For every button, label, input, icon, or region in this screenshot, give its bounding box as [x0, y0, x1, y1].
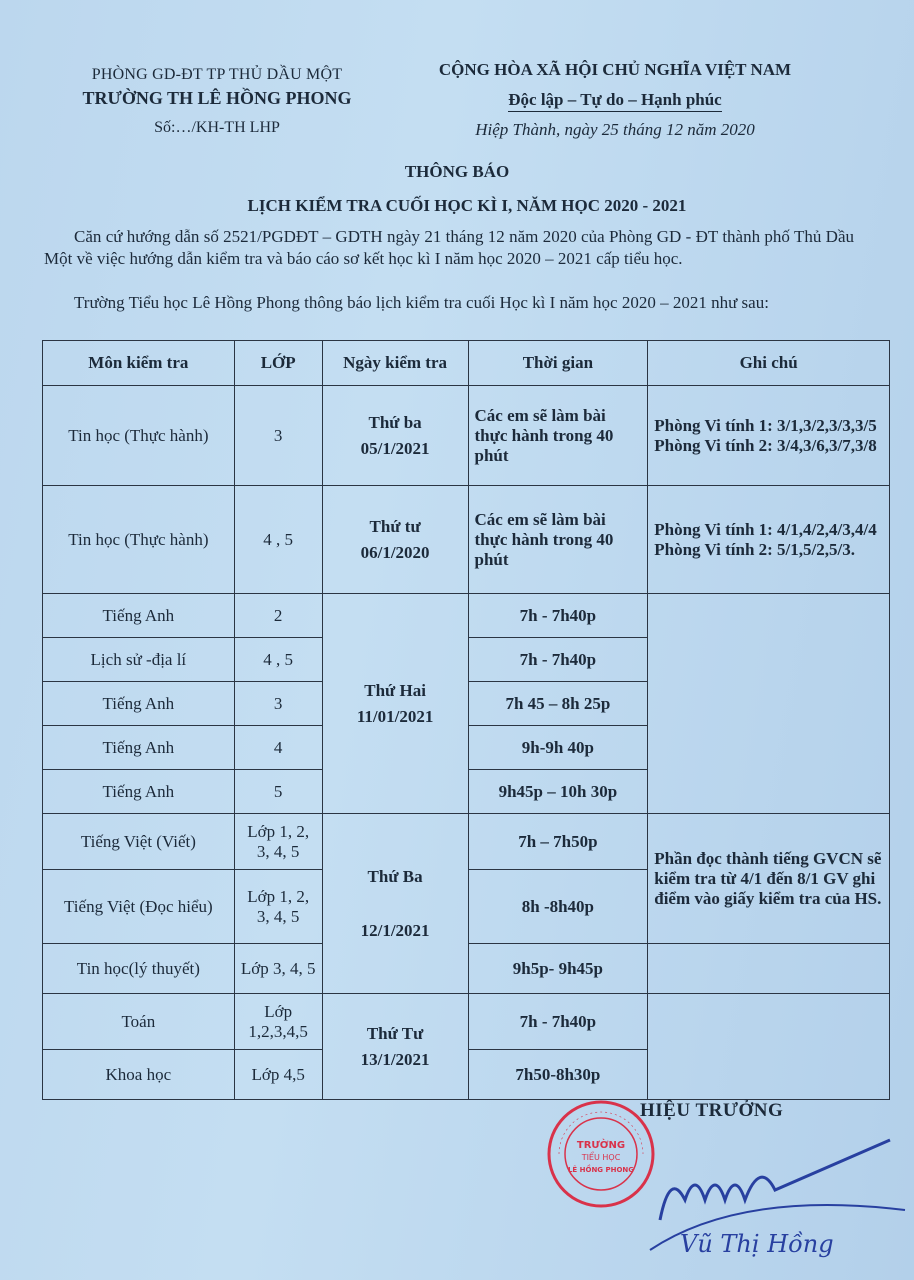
notice-subtitle: LỊCH KIỂM TRA CUỐI HỌC KÌ I, NĂM HỌC 2020 - 2021 [247, 196, 687, 215]
exam-date: 05/1/2021 [360, 438, 430, 458]
cell-subject: Tiếng Anh [43, 682, 235, 726]
cell-date-group-1 [322, 594, 468, 814]
exam-date: 11/01/2021 [356, 706, 434, 726]
cell-subject: Tiếng Anh [43, 594, 235, 638]
signature-role: HIỆU TRƯỞNG [640, 1100, 784, 1121]
cell-subject: Tiếng Việt (Đọc hiểu) [43, 870, 235, 944]
cell-grade: Lớp 1,2,3,4,5 [234, 994, 322, 1050]
cell-subject: Khoa học [43, 1050, 235, 1100]
cell-subject: Tiếng Anh [43, 770, 235, 814]
exam-date: 13/1/2021 [360, 1049, 430, 1069]
header-date: Ngày kiểm tra [322, 341, 468, 386]
table-row [43, 486, 890, 594]
cell-time: Các em sẽ làm bài thực hành trong 40 phút [468, 486, 648, 594]
table-row [43, 386, 890, 486]
cell-time: 7h - 7h40p [468, 594, 648, 638]
cell-grade: Lớp 4,5 [234, 1050, 322, 1100]
exam-day: Thứ Tư [366, 1023, 424, 1043]
paragraph-basis: Căn cứ hướng dẫn số 2521/PGDĐT – GDTH ngày 21 tháng 12 năm 2020 của Phòng GD - ĐT thành phố Thủ Dầu Một về việc hướng dẫn kiểm tra và báo cáo sơ kết học kì I năm học 2020 – 2021 cấp tiểu học. [44, 227, 854, 268]
cell-time: 7h – 7h50p [468, 814, 648, 870]
national-motto: Độc lập – Tự do – Hạnh phúc [508, 90, 721, 112]
paragraph-announcement: Trường Tiểu học Lê Hồng Phong thông báo lịch kiểm tra cuối Học kì I năm học 2020 – 2021 như sau: [74, 293, 769, 312]
table-header-row [43, 341, 890, 386]
table-row [43, 594, 890, 638]
cell-note-empty [648, 594, 890, 814]
republic-title: CỘNG HÒA XÃ HỘI CHỦ NGHĨA VIỆT NAM [438, 60, 792, 79]
cell-subject: Tiếng Việt (Viết) [43, 814, 235, 870]
exam-day: Thứ Ba [367, 866, 423, 886]
reference-number: Số:…/KH-TH LHP [154, 119, 280, 136]
school-name: TRƯỜNG TH LÊ HỒNG PHONG [82, 88, 352, 108]
svg-text:TRƯỜNG: TRƯỜNG [576, 1140, 626, 1151]
cell-subject: Tin học (Thực hành) [43, 486, 235, 594]
cell-time: 9h-9h 40p [468, 726, 648, 770]
cell-date-group-3 [322, 994, 468, 1100]
cell-note: Phòng Vi tính 1: 4/1,4/2,4/3,4/4 Phòng Vi tính 2: 5/1,5/2,5/3. [648, 486, 890, 594]
svg-text:LÊ HỒNG PHONG: LÊ HỒNG PHONG [567, 1166, 635, 1174]
svg-text:TIỂU HỌC: TIỂU HỌC [581, 1153, 621, 1162]
cell-subject: Toán [43, 994, 235, 1050]
cell-date-group-2 [322, 814, 468, 994]
exam-day: Thứ ba [368, 412, 422, 432]
cell-time: 8h -8h40p [468, 870, 648, 944]
place-date: Hiệp Thành, ngày 25 tháng 12 năm 2020 [475, 120, 755, 139]
table-row [43, 994, 890, 1050]
cell-grade: Lớp 1, 2, 3, 4, 5 [234, 814, 322, 870]
cell-time: 9h5p- 9h45p [468, 944, 648, 994]
exam-day: Thứ tư [369, 516, 421, 536]
exam-schedule-table [42, 340, 890, 1100]
cell-grade: 3 [234, 682, 322, 726]
cell-date [322, 386, 468, 486]
table-row [43, 814, 890, 870]
cell-grade: 4 [234, 726, 322, 770]
cell-grade: Lớp 1, 2, 3, 4, 5 [234, 870, 322, 944]
cell-time: 7h 45 – 8h 25p [468, 682, 648, 726]
cell-date [322, 486, 468, 594]
cell-time: Các em sẽ làm bài thực hành trong 40 phút [468, 386, 648, 486]
cell-time: 7h - 7h40p [468, 994, 648, 1050]
cell-subject: Tin học (Thực hành) [43, 386, 235, 486]
cell-note-reading: Phần đọc thành tiếng GVCN sẽ kiểm tra từ 4/1 đến 8/1 GV ghi điểm vào giấy kiểm tra của HS. [648, 814, 890, 944]
header-note: Ghi chú [648, 341, 890, 386]
cell-grade: Lớp 3, 4, 5 [234, 944, 322, 994]
cell-time: 7h - 7h40p [468, 638, 648, 682]
cell-grade: 2 [234, 594, 322, 638]
cell-note-empty [648, 944, 890, 994]
department-name: PHÒNG GD-ĐT TP THỦ DẦU MỘT [91, 66, 343, 83]
cell-grade: 3 [234, 386, 322, 486]
header-left [52, 66, 382, 137]
header-grade: LỚP [234, 341, 322, 386]
exam-day: Thứ Hai [364, 680, 426, 700]
cell-time: 9h45p – 10h 30p [468, 770, 648, 814]
cell-grade: 4 , 5 [234, 638, 322, 682]
cell-time: 7h50-8h30p [468, 1050, 648, 1100]
cell-subject: Lịch sử -địa lí [43, 638, 235, 682]
header-subject: Môn kiểm tra [43, 341, 235, 386]
cell-grade: 5 [234, 770, 322, 814]
cell-note-empty [648, 994, 890, 1100]
cell-subject: Tin học(lý thuyết) [43, 944, 235, 994]
cell-subject: Tiếng Anh [43, 726, 235, 770]
cell-grade: 4 , 5 [234, 486, 322, 594]
header-time: Thời gian [468, 341, 648, 386]
exam-date: 06/1/2020 [360, 542, 430, 562]
notice-title: THÔNG BÁO [404, 162, 510, 181]
exam-date: 12/1/2021 [360, 920, 430, 940]
signature-name: Vũ Thị Hồng [680, 1230, 834, 1258]
cell-note: Phòng Vi tính 1: 3/1,3/2,3/3,3/5 Phòng Vi tính 2: 3/4,3/6,3/7,3/8 [648, 386, 890, 486]
header-right [400, 60, 830, 140]
